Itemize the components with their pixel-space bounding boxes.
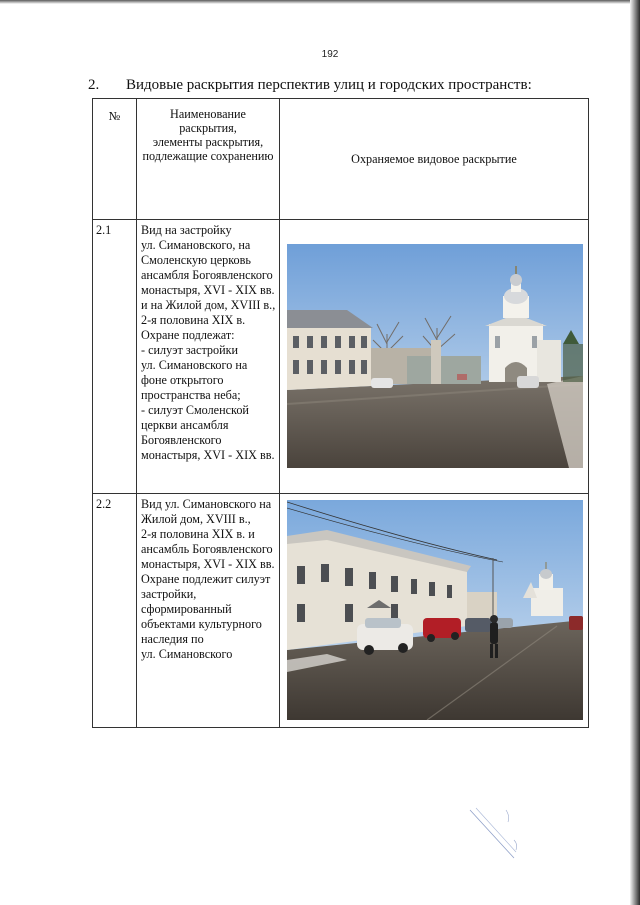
desc-line: 2-я половина XIX в. и [141, 527, 255, 541]
desc-line: ул. Симановского на [141, 358, 248, 372]
desc-line: Жилой дом, XVIII в., [141, 512, 251, 526]
row-photo-cell [280, 494, 589, 728]
desc-line: ул. Симановского [141, 647, 233, 661]
row-description [137, 220, 280, 494]
section-title: Видовые раскрытия перспектив улиц и городских пространств: [126, 77, 532, 93]
desc-line: застройки, [141, 587, 197, 601]
desc-line: ансамбль Богоявленского [141, 542, 273, 556]
desc-line: Богоявленского [141, 433, 222, 447]
desc-line: Смоленскую церковь [141, 253, 251, 267]
header-name-line: раскрытия, [179, 121, 237, 135]
desc-line: ул. Симановского, на [141, 238, 251, 252]
desc-line: Охране подлежит силуэт [141, 572, 271, 586]
scan-edge-right [630, 0, 640, 905]
desc-line: ансамбля Богоявленского [141, 268, 273, 282]
desc-line: Охране подлежат: [141, 328, 235, 342]
desc-line: - силуэт Смоленской [141, 403, 249, 417]
desc-line: пространства неба; [141, 388, 241, 402]
desc-line: Вид на застройку [141, 223, 232, 237]
row-number: 2.2 [93, 494, 137, 728]
scan-edge-top [0, 0, 640, 4]
row-description [137, 494, 280, 728]
desc-line: - силуэт застройки [141, 343, 239, 357]
desc-line: Вид ул. Симановского на [141, 497, 272, 511]
pen-mark [466, 800, 536, 870]
desc-line: и на Жилой дом, XVIII в., [141, 298, 276, 312]
desc-line: монастыря, XVI - XIX вв. [141, 283, 275, 297]
section-number: 2. [88, 77, 100, 93]
table-row [93, 220, 589, 494]
desc-line: монастыря, XVI - XIX вв. [141, 557, 275, 571]
desc-line: монастыря, XVI - XIX вв. [141, 448, 275, 462]
table-row [93, 494, 589, 728]
desc-line: наследия по [141, 632, 204, 646]
views-table [92, 98, 589, 728]
desc-line: церкви ансамбля [141, 418, 229, 432]
photo-street-church-view [287, 244, 583, 468]
desc-line: фоне открытого [141, 373, 224, 387]
page-number: 192 [321, 49, 339, 60]
photo-street-house-view [287, 500, 583, 720]
table-header-row [93, 99, 589, 220]
desc-line: сформированный [141, 602, 232, 616]
section-heading [88, 77, 532, 94]
header-num: № [93, 99, 137, 220]
header-view: Охраняемое видовое раскрытие [280, 99, 589, 220]
desc-line: 2-я половина XIX в. [141, 313, 246, 327]
header-name-line: Наименование [170, 107, 246, 121]
header-name-line: элементы раскрытия, [152, 135, 264, 149]
desc-line: объектами культурного [141, 617, 262, 631]
header-name [137, 99, 280, 220]
row-number: 2.1 [93, 220, 137, 494]
row-photo-cell [280, 220, 589, 494]
header-name-line: подлежащие сохранению [142, 149, 274, 163]
